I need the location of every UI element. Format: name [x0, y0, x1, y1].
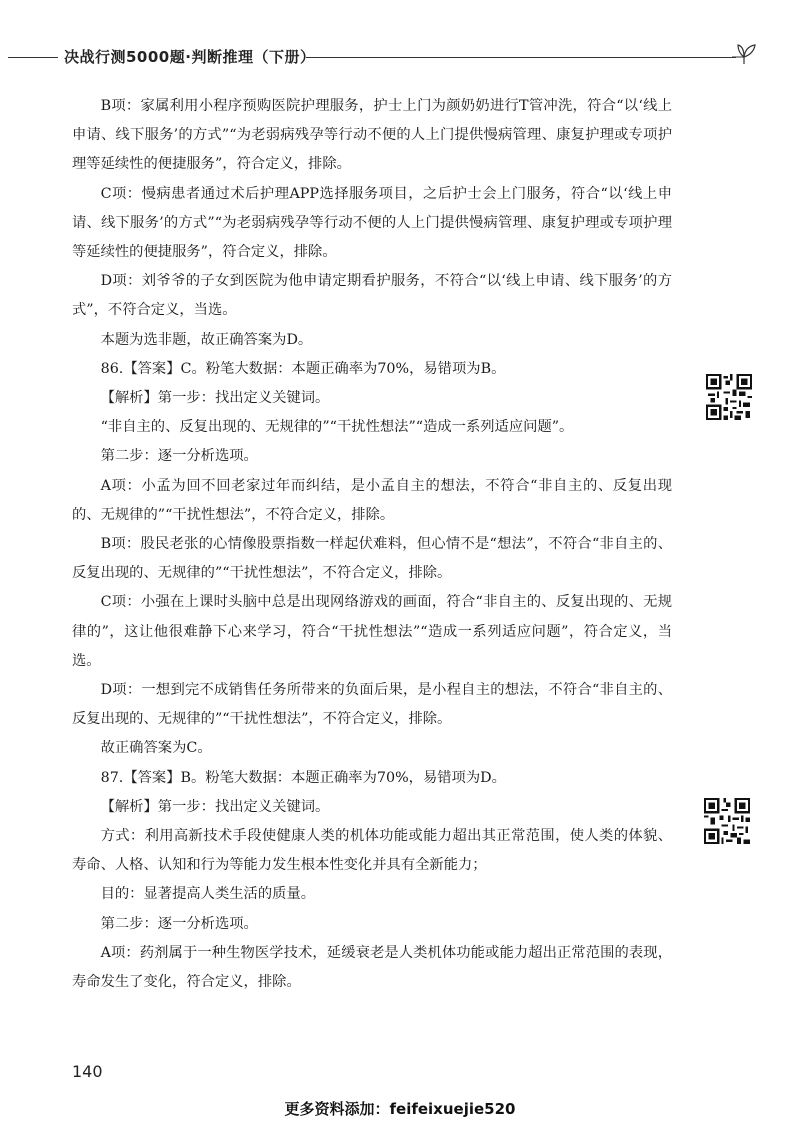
answer-explanations	[72, 92, 672, 997]
paragraph-option-d-q85: D项：刘爷爷的子女到医院为他申请定期看护服务，不符合“以‘线上申请、线下服务’的方式”，不符合定义，当选。	[72, 273, 672, 319]
paragraph-step2-q87: 第二步：逐一分析选项。	[100, 915, 258, 932]
paragraph-option-b-q85: B项：家属利用小程序预购医院护理服务，护士上门为颜奶奶进行T管冲洗，符合“以‘线上申请、线下服务’的方式”“为老弱病残孕等行动不便的人上门提供慢病管理、康复护理或专项护理等延续性的便捷服务”，符合定义，排除。	[72, 98, 672, 173]
qr-code-question-87[interactable]	[704, 798, 750, 844]
paragraph-conclusion-q85: 本题为选非题，故正确答案为D。	[100, 331, 313, 348]
paragraph-step2-q86: 第二步：逐一分析选项。	[100, 448, 258, 465]
page-header	[0, 40, 800, 70]
paragraph-conclusion-q86: 故正确答案为C。	[100, 740, 212, 757]
header-rule-left	[8, 57, 58, 58]
paragraph-analysis-q86: 【解析】第一步：找出定义关键词。	[100, 390, 330, 407]
paragraph-purpose-q87: 目的：显著提高人类生活的质量。	[100, 886, 316, 903]
sprout-icon	[730, 40, 760, 66]
header-rule-right	[306, 57, 736, 58]
book-title: 决战行测5000题·判断推理（下册）	[64, 48, 316, 66]
paragraph-answer-q87: 87.【答案】B。粉笔大数据：本题正确率为70%，易错项为D。	[100, 769, 506, 786]
paragraph-option-b-q86: B项：股民老张的心情像股票指数一样起伏难料，但心情不是“想法”，不符合“非自主的、反复出现的、无规律的”“干扰性想法”，不符合定义，排除。	[72, 536, 672, 582]
paragraph-option-d-q86: D项：一想到完不成销售任务所带来的负面后果，是小程自主的想法，不符合“非自主的、反复出现的、无规律的”“干扰性想法”，不符合定义，排除。	[72, 682, 672, 728]
page-number: 140	[72, 1062, 103, 1081]
paragraph-option-a-q86: A项：小孟为回不回老家过年而纠结，是小孟自主的想法，不符合“非自主的、反复出现的、无规律的”“干扰性想法”，不符合定义，排除。	[72, 477, 672, 523]
paragraph-option-c-q86: C项：小强在上课时头脑中总是出现网络游戏的画面，符合“非自主的、反复出现的、无规律的”，这让他很难静下心来学习，符合“干扰性想法”“造成一系列适应问题”，符合定义，当选。	[72, 594, 672, 669]
paragraph-analysis-q87: 【解析】第一步：找出定义关键词。	[100, 798, 330, 815]
footer-contact: 更多资料添加：feifeixuejie520	[284, 1100, 516, 1118]
qr-code-question-86[interactable]	[706, 374, 752, 420]
paragraph-keywords-q86: “非自主的、反复出现的、无规律的”“干扰性想法”“造成一系列适应问题”。	[100, 419, 574, 436]
paragraph-answer-q86: 86.【答案】C。粉笔大数据：本题正确率为70%，易错项为B。	[100, 360, 506, 377]
paragraph-option-a-q87: A项：药剂属于一种生物医学技术，延缓衰老是人类机体功能或能力超出正常范围的表现，寿命发生了变化，符合定义，排除。	[72, 944, 672, 991]
paragraph-method-q87: 方式：利用高新技术手段使健康人类的机体功能或能力超出其正常范围，使人类的体貌、寿命、人格、认知和行为等能力发生根本性变化并具有全新能力；	[72, 828, 672, 874]
paragraph-option-c-q85: C项：慢病患者通过术后护理APP选择服务项目，之后护士会上门服务，符合“以‘线上申请、线下服务’的方式”“为老弱病残孕等行动不便的人上门提供慢病管理、康复护理或专项护理等延续性的便捷服务”，符合定义，排除。	[72, 185, 672, 261]
